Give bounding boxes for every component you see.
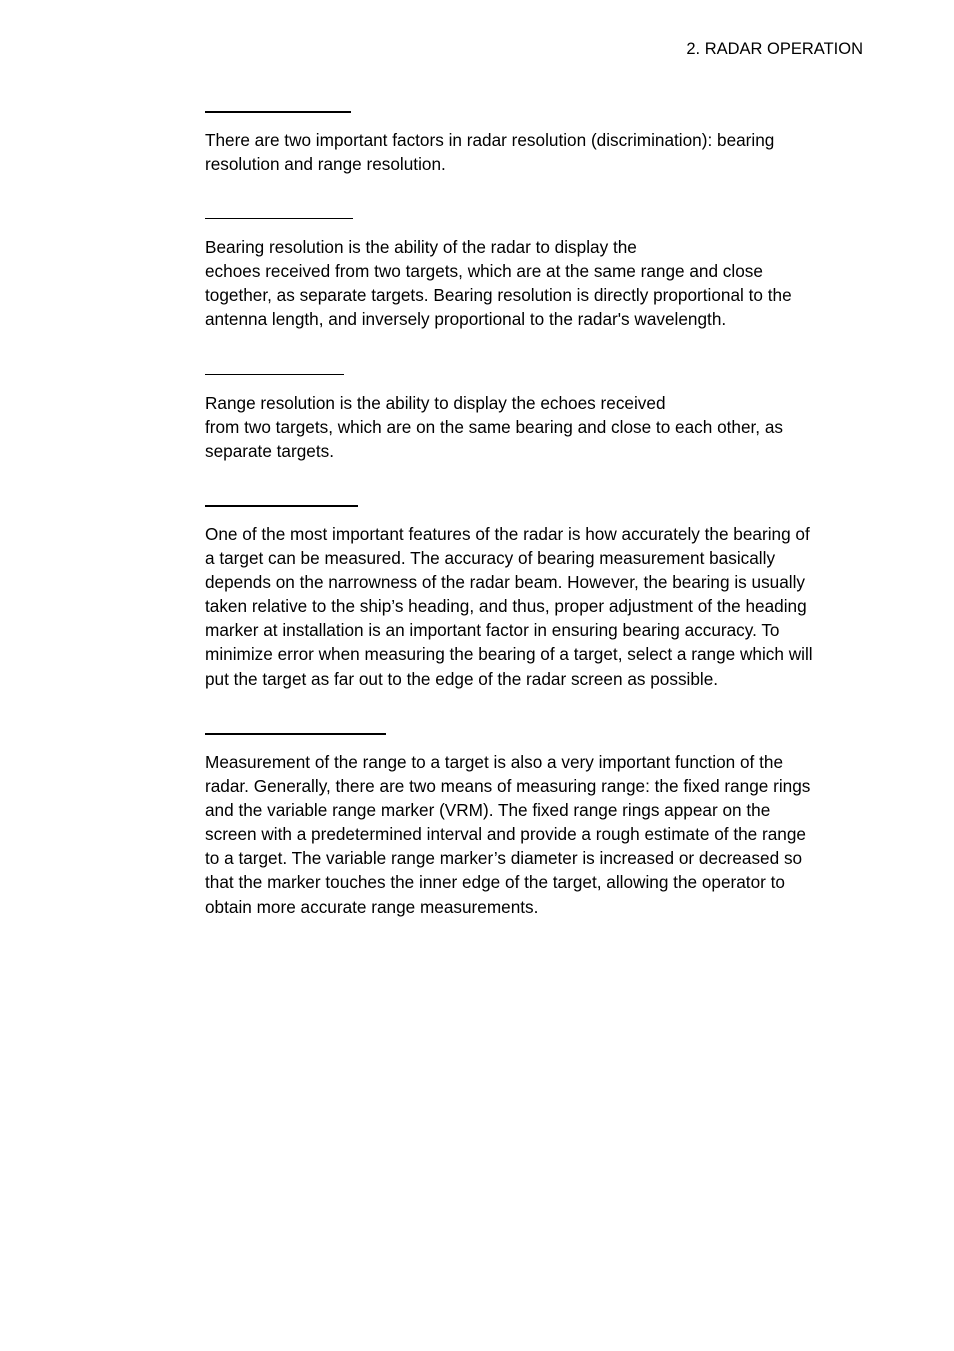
text-line: that the marker touches the inner edge of the target, allowing the operator to — [205, 872, 785, 893]
section-heading-rule — [205, 374, 344, 375]
text-line: One of the most important features of the radar is how accurately the bearing of — [205, 524, 810, 544]
text-line: resolution and range resolution. — [205, 154, 446, 175]
text-line: taken relative to the ship’s heading, and thus, proper adjustment of the heading — [205, 596, 807, 617]
text-line: Measurement of the range to a target is also a very important function of the — [205, 752, 784, 772]
text-line: together, as separate targets. Bearing resolution is directly proportional to the — [205, 285, 792, 306]
text-line: obtain more accurate range measurements. — [205, 896, 539, 917]
text-line: marker at installation is an important factor in ensuring bearing accuracy. To — [205, 620, 780, 641]
section-heading-rule — [205, 111, 351, 113]
section-range-measurement — [205, 733, 865, 919]
text-line: from two targets, which are on the same bearing and close to each other, as — [205, 417, 784, 438]
section-paragraph — [205, 391, 865, 463]
text-line: There are two important factors in radar resolution (discrimination): bearing — [205, 130, 775, 150]
page-header-chapter: 2. RADAR OPERATION — [686, 40, 863, 58]
text-line: and the variable range marker (VRM). The fixed range rings appear on the — [205, 800, 771, 821]
text-line: screen with a predetermined interval and provide a rough estimate of the range — [205, 824, 806, 845]
section-heading-rule — [205, 505, 358, 507]
section-radar-resolution — [205, 111, 865, 176]
text-line: to a target. The variable range marker’s diameter is increased or decreased so — [205, 848, 803, 869]
section-bearing-resolution — [205, 218, 865, 331]
section-paragraph — [205, 750, 865, 919]
text-line: echoes received from two targets, which are at the same range and close — [205, 261, 763, 282]
text-line: radar. Generally, there are two means of measuring range: the fixed range rings — [205, 776, 811, 797]
section-bearing-accuracy — [205, 505, 865, 691]
text-line: separate targets. — [205, 441, 334, 462]
text-line: antenna length, and inversely proportional to the radar's wavelength. — [205, 309, 727, 330]
text-line: Range resolution is the ability to display the echoes received — [205, 393, 666, 413]
text-line: Bearing resolution is the ability of the radar to display the — [205, 237, 637, 257]
section-paragraph — [205, 128, 865, 176]
section-paragraph — [205, 235, 865, 331]
text-line: put the target as far out to the edge of the radar screen as possible. — [205, 668, 719, 689]
text-line: minimize error when measuring the bearing of a target, select a range which will — [205, 644, 813, 665]
section-range-resolution — [205, 374, 865, 463]
section-paragraph — [205, 522, 865, 691]
section-heading-rule — [205, 733, 386, 735]
text-line: depends on the narrowness of the radar beam. However, the bearing is usually — [205, 572, 806, 593]
text-line: a target can be measured. The accuracy of bearing measurement basically — [205, 548, 776, 569]
section-heading-rule — [205, 218, 353, 219]
